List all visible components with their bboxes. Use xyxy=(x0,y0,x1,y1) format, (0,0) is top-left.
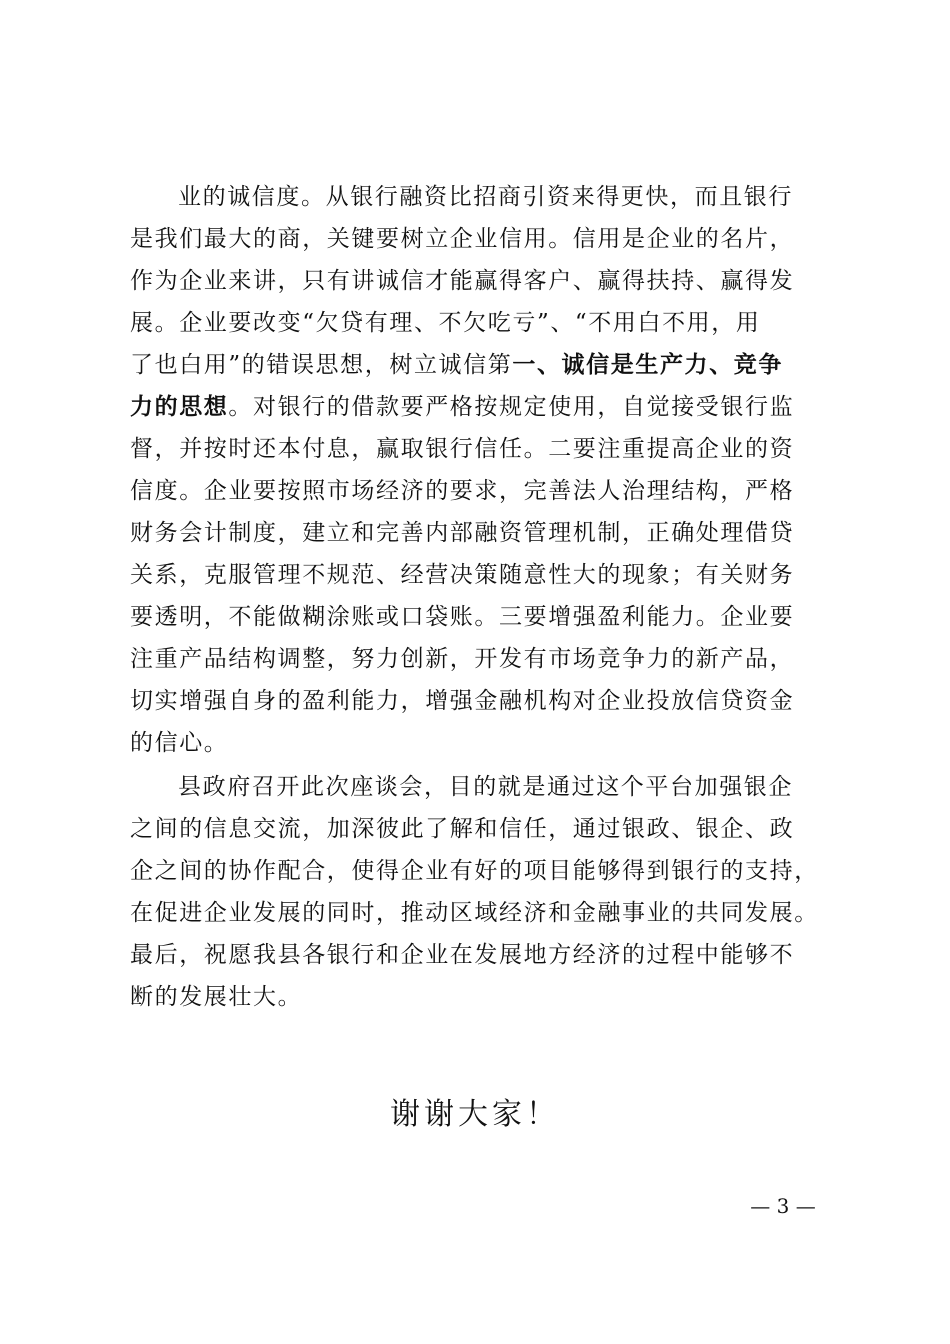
paragraph-line: 是我们最大的商，关键要树立企业信用。信用是企业的名片， xyxy=(130,226,795,252)
paragraph-line-mixed xyxy=(130,344,820,386)
paragraph-line: 在促进企业发展的同时，推动区域经济和金融事业的共同发展。 xyxy=(130,900,819,926)
paragraph-line: 财务会计制度，建立和完善内部融资管理机制，正确处理借贷 xyxy=(130,520,795,546)
paragraph-2 xyxy=(130,766,820,1018)
paragraph-1 xyxy=(130,176,820,764)
closing-remark: 谢谢大家！ xyxy=(390,1097,560,1132)
paragraph-line: 信度。企业要按照市场经济的要求，完善法人治理结构，严格 xyxy=(130,478,795,504)
paragraph-line: 断的发展壮大。 xyxy=(130,984,303,1010)
paragraph-line: 县政府召开此次座谈会，目的就是通过这个平台加强银企 xyxy=(178,774,793,800)
bold-text: 一、诚信是生产力、竞争 xyxy=(512,352,783,378)
paragraph-line: 业的诚信度。从银行融资比招商引资来得更快，而且银行 xyxy=(178,184,793,210)
normal-text: 了也白用”的错误思想，树立诚信第 xyxy=(130,352,513,378)
paragraph-line: 切实增强自身的盈利能力，增强金融机构对企业投放信贷资金 xyxy=(130,688,795,714)
bold-text: 力的思想 xyxy=(130,394,229,420)
page-number: — 3 — xyxy=(750,1194,816,1218)
normal-text: 。对银行的借款要严格按规定使用，自觉接受银行监 xyxy=(228,394,795,420)
paragraph-line-mixed xyxy=(130,386,820,428)
paragraph-line: 的信心。 xyxy=(130,730,229,756)
paragraph-line: 最后，祝愿我县各银行和企业在发展地方经济的过程中能够不 xyxy=(130,942,795,968)
paragraph-line: 之间的信息交流，加深彼此了解和信任，通过银政、银企、政 xyxy=(130,816,795,842)
paragraph-line: 关系，克服管理不规范、经营决策随意性大的现象；有关财务 xyxy=(130,562,795,588)
body-text xyxy=(130,176,820,1018)
paragraph-line: 作为企业来讲，只有讲诚信才能赢得客户、赢得扶持、赢得发 xyxy=(130,268,795,294)
paragraph-line: 企之间的协作配合，使得企业有好的项目能够得到银行的支持， xyxy=(130,858,819,884)
paragraph-line: 要透明，不能做糊涂账或口袋账。三要增强盈利能力。企业要 xyxy=(130,604,795,630)
paragraph-line: 督，并按时还本付息，赢取银行信任。二要注重提高企业的资 xyxy=(130,436,795,462)
paragraph-line: 注重产品结构调整，努力创新，开发有市场竞争力的新产品， xyxy=(130,646,795,672)
paragraph-line: 展。企业要改变“欠贷有理、不欠吃亏”、“不用白不用，用 xyxy=(130,310,761,336)
